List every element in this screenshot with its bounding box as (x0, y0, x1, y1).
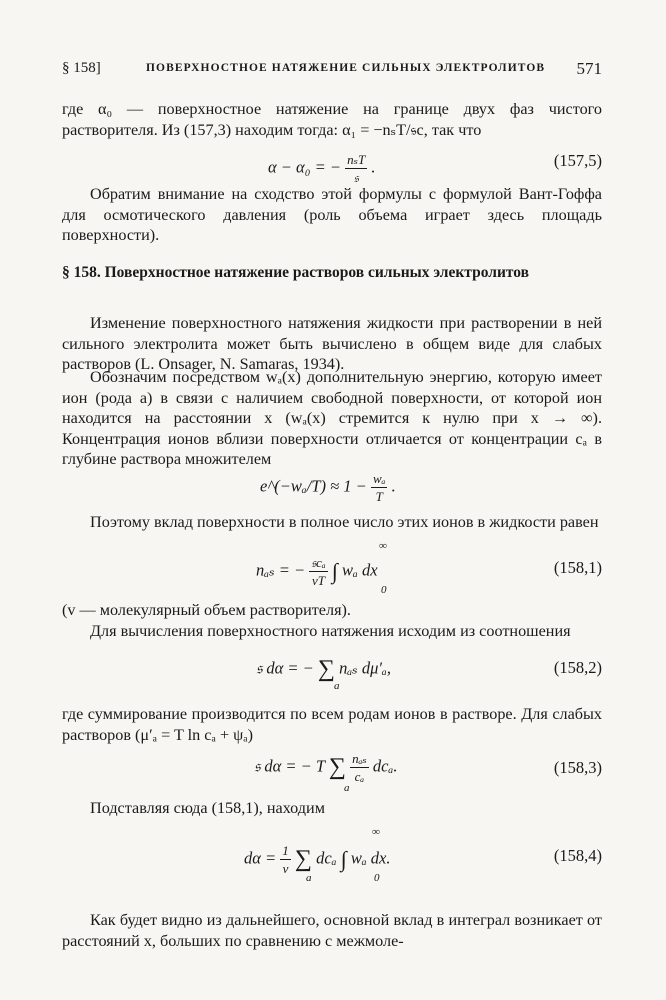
eq4-rhs: nₐₛ dμ′ₐ, (339, 658, 391, 678)
eq6-lower-limit: 0 (374, 872, 380, 884)
eq4-lhs: 𝔰 dα = − (256, 658, 314, 678)
eq6-rhs: wₐ dx. (350, 848, 391, 868)
eq3-numerator: 𝔰cₐ (311, 555, 326, 570)
running-header (62, 60, 602, 84)
eq2-numerator: wₐ (372, 471, 386, 486)
eq1-left: α − α₀ = − (268, 157, 341, 177)
integral-sign: ∫ (340, 846, 347, 872)
equation-exp (62, 466, 602, 506)
eq2-expr: e^(−wₐ/T) ≈ 1 − (260, 476, 367, 496)
eq6-numerator: 1 (282, 843, 289, 858)
paragraph-6: (v — молекулярный объем растворителя). (62, 601, 351, 619)
eq5-rhs: dcₐ. (372, 756, 398, 776)
section-heading: § 158. Поверхностное натяжение растворов сильных электролитов (62, 264, 530, 281)
eq1-tail: . (371, 157, 376, 177)
eq6-upper-limit: ∞ (372, 826, 380, 838)
sum-sign: ∑ (294, 846, 313, 872)
paragraph-3: Изменение поверхностного натяжения жидкости при растворении в ней сильного электролита может быть вычислено в общем виде для слабых растворов (L. Onsager, N. Samaras, 1934). (62, 314, 602, 373)
equation-158-4 (62, 826, 602, 888)
equation-157-5 (62, 143, 602, 183)
eq2-tail: . (391, 476, 396, 496)
eq1-label: (157,5) (553, 151, 602, 170)
eq3-label: (158,1) (553, 558, 602, 577)
equation-158-3 (62, 746, 602, 798)
eq5-denominator: cₐ (354, 769, 365, 784)
eq6-mid: dcₐ (316, 848, 337, 868)
sum-sign: ∑ (328, 754, 346, 780)
eq3-rhs: wₐ dx (342, 560, 378, 580)
eq3-upper-limit: ∞ (379, 540, 387, 552)
paragraph-7: Для вычисления поверхностного натяжения исходим из соотношения (90, 622, 571, 640)
paragraph-2: Обратим внимание на сходство этой формулы с формулой Вант-Гоффа для осмотического давления (роль объема играет здесь площадь поверхности). (62, 185, 602, 244)
eq5-label: (158,3) (553, 758, 602, 777)
eq4-sum-index: a (334, 680, 340, 692)
eq6-sum-index: a (306, 872, 312, 884)
eq1-denominator: 𝔰 (353, 170, 359, 185)
eq5-numerator: nₐₛ (352, 751, 367, 766)
eq2-denominator: T (375, 489, 383, 504)
header-section: § 158] (62, 60, 101, 76)
eq6-denominator: v (282, 861, 289, 876)
page-number: 571 (576, 59, 602, 78)
eq5-lhs: 𝔰 dα = − T (254, 756, 325, 776)
header-title: ПОВЕРХНОСТНОЕ НАТЯЖЕНИЕ СИЛЬНЫХ ЭЛЕКТРОЛИТОВ (146, 62, 546, 74)
equation-158-1 (62, 540, 602, 598)
eq3-lhs: nₐₛ = − (256, 560, 306, 580)
sum-sign: ∑ (317, 656, 335, 682)
paragraph-9: Подставляя сюда (158,1), находим (90, 799, 325, 817)
eq3-lower-limit: 0 (381, 584, 387, 596)
eq5-sum-index: a (344, 782, 350, 794)
eq6-label: (158,4) (553, 846, 602, 865)
paragraph-1: где α₀ — поверхностное натяжение на границе двух фаз чистого растворителя. Из (157,3) находим тогда: α₁ = −nₛT/𝔰c, так что (62, 100, 602, 139)
eq1-numerator: nₛT (347, 152, 366, 167)
equation-158-2 (62, 650, 602, 700)
paragraph-5: Поэтому вклад поверхности в полное число этих ионов в жидкости равен (90, 513, 599, 531)
paragraph-10: Как будет видно из дальнейшего, основной вклад в интеграл возникает от расстояний x, больших по сравнению с межмоле- (62, 911, 602, 950)
eq4-label: (158,2) (553, 658, 602, 677)
paragraph-4: Обозначим посредством wₐ(x) дополнительную энергию, которую имеет ион (рода a) в связи с наличием свободной поверхности, от которой ион находится на расстоянии x (wₐ(x) стремится к нулю при x → ∞). Концентрация ионов вблизи поверхности отличается от концентрации cₐ в глубине раствора множителем (62, 368, 602, 468)
eq6-lhs: dα = (244, 848, 277, 868)
eq3-denominator: vT (312, 573, 325, 588)
paragraph-8: где суммирование производится по всем родам ионов в растворе. Для слабых растворов (μ′ₐ = T ln cₐ + ψₐ) (62, 705, 602, 744)
integral-sign: ∫ (331, 558, 338, 584)
